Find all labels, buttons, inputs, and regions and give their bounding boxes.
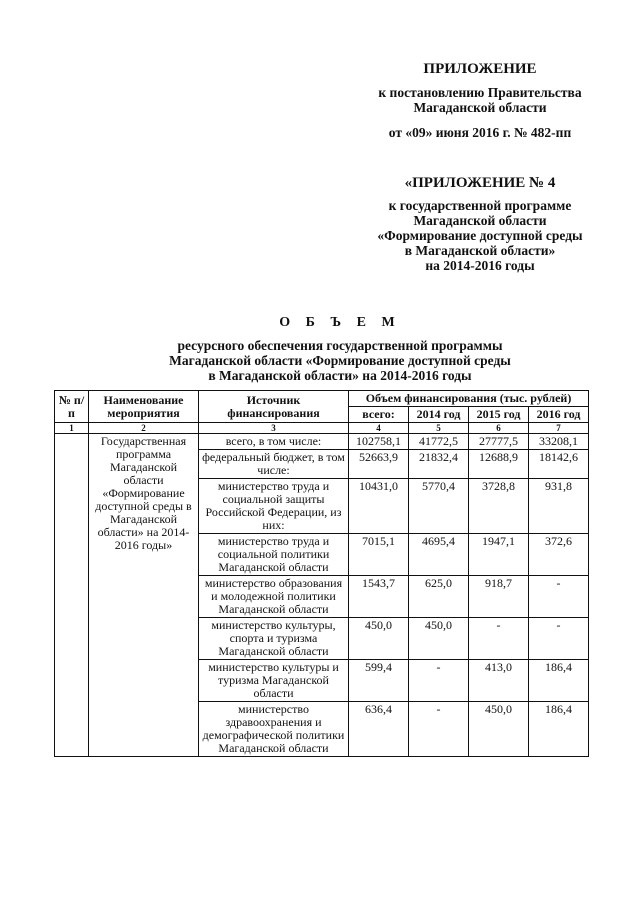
header-2014: 2014 год	[409, 407, 469, 423]
index-cell: 5	[409, 423, 469, 434]
total-cell: 599,4	[349, 660, 409, 702]
total-cell: 450,0	[349, 618, 409, 660]
index-cell: 7	[529, 423, 589, 434]
index-cell: 2	[89, 423, 199, 434]
y2014-cell: 5770,4	[409, 479, 469, 534]
y2014-cell: 450,0	[409, 618, 469, 660]
y2016-cell: 18142,6	[529, 450, 589, 479]
header-2015: 2015 год	[469, 407, 529, 423]
header-2016: 2016 год	[529, 407, 589, 423]
source-cell: федеральный бюджет, в том числе:	[199, 450, 349, 479]
index-cell: 6	[469, 423, 529, 434]
funding-table	[54, 390, 589, 757]
appendix-line: к государственной программе	[388, 198, 572, 213]
y2016-cell: -	[529, 576, 589, 618]
y2016-cell: 372,6	[529, 534, 589, 576]
source-cell: министерство труда и социальной защиты Российской Федерации, из них:	[199, 479, 349, 534]
index-cell: 3	[199, 423, 349, 434]
header-name: Наименование мероприятия	[89, 391, 199, 423]
y2015-cell: 1947,1	[469, 534, 529, 576]
appendix-line: на 2014-2016 годы	[425, 258, 535, 273]
y2014-cell: -	[409, 660, 469, 702]
volume-title: О Б Ъ Е М	[279, 315, 401, 330]
appendix-block	[330, 176, 630, 273]
total-cell: 52663,9	[349, 450, 409, 479]
approval-line-1: к постановлению Правительства	[378, 85, 582, 100]
source-cell: министерство образования и молодежной политики Магаданской области	[199, 576, 349, 618]
header-num: № п/п	[55, 391, 89, 423]
header-source: Источник финансирования	[199, 391, 349, 423]
y2015-cell: 3728,8	[469, 479, 529, 534]
source-cell: министерство культуры и туризма Магаданской области	[199, 660, 349, 702]
index-cell: 4	[349, 423, 409, 434]
row-number-cell	[55, 434, 89, 757]
y2015-cell: 12688,9	[469, 450, 529, 479]
volume-line: ресурсного обеспечения государственной программы	[177, 338, 503, 353]
y2016-cell: 186,4	[529, 660, 589, 702]
y2016-cell: -	[529, 618, 589, 660]
total-cell: 7015,1	[349, 534, 409, 576]
source-cell: министерство здравоохранения и демографической политики Магаданской области	[199, 702, 349, 757]
program-name-cell: Государственная программа Магаданской области «Формирование доступной среды в Магаданской области» на 2014-2016 годы»	[89, 434, 199, 757]
appendix-line: «Формирование доступной среды	[377, 228, 583, 243]
approval-block	[330, 62, 630, 140]
y2014-cell: 4695,4	[409, 534, 469, 576]
total-cell: 102758,1	[349, 434, 409, 450]
total-cell: 10431,0	[349, 479, 409, 534]
header-row	[55, 391, 589, 407]
index-row	[55, 423, 589, 434]
approval-line-2: Магаданской области	[413, 100, 547, 115]
y2014-cell: 41772,5	[409, 434, 469, 450]
appendix-title: «ПРИЛОЖЕНИЕ № 4	[404, 175, 556, 191]
source-cell: министерство культуры, спорта и туризма Магаданской области	[199, 618, 349, 660]
y2015-cell: -	[469, 618, 529, 660]
y2015-cell: 413,0	[469, 660, 529, 702]
index-cell: 1	[55, 423, 89, 434]
volume-line: Магаданской области «Формирование доступной среды	[169, 353, 511, 368]
header-total: всего:	[349, 407, 409, 423]
y2016-cell: 931,8	[529, 479, 589, 534]
y2014-cell: 21832,4	[409, 450, 469, 479]
appendix-line: в Магаданской области»	[404, 243, 556, 258]
source-cell: министерство труда и социальной политики Магаданской области	[199, 534, 349, 576]
total-cell: 1543,7	[349, 576, 409, 618]
appendix-line: Магаданской области	[413, 213, 547, 228]
source-cell: всего, в том числе:	[199, 434, 349, 450]
y2015-cell: 27777,5	[469, 434, 529, 450]
y2016-cell: 33208,1	[529, 434, 589, 450]
volume-heading	[60, 315, 620, 383]
y2014-cell: 625,0	[409, 576, 469, 618]
header-volume: Объем финансирования (тыс. рублей)	[349, 391, 589, 407]
y2014-cell: -	[409, 702, 469, 757]
y2015-cell: 918,7	[469, 576, 529, 618]
approval-date: от «09» июня 2016 г. № 482-пп	[388, 125, 572, 140]
approval-title: ПРИЛОЖЕНИЕ	[423, 61, 537, 77]
total-cell: 636,4	[349, 702, 409, 757]
table-row	[55, 434, 589, 450]
y2016-cell: 186,4	[529, 702, 589, 757]
volume-line: в Магаданской области» на 2014-2016 годы	[208, 368, 472, 383]
y2015-cell: 450,0	[469, 702, 529, 757]
